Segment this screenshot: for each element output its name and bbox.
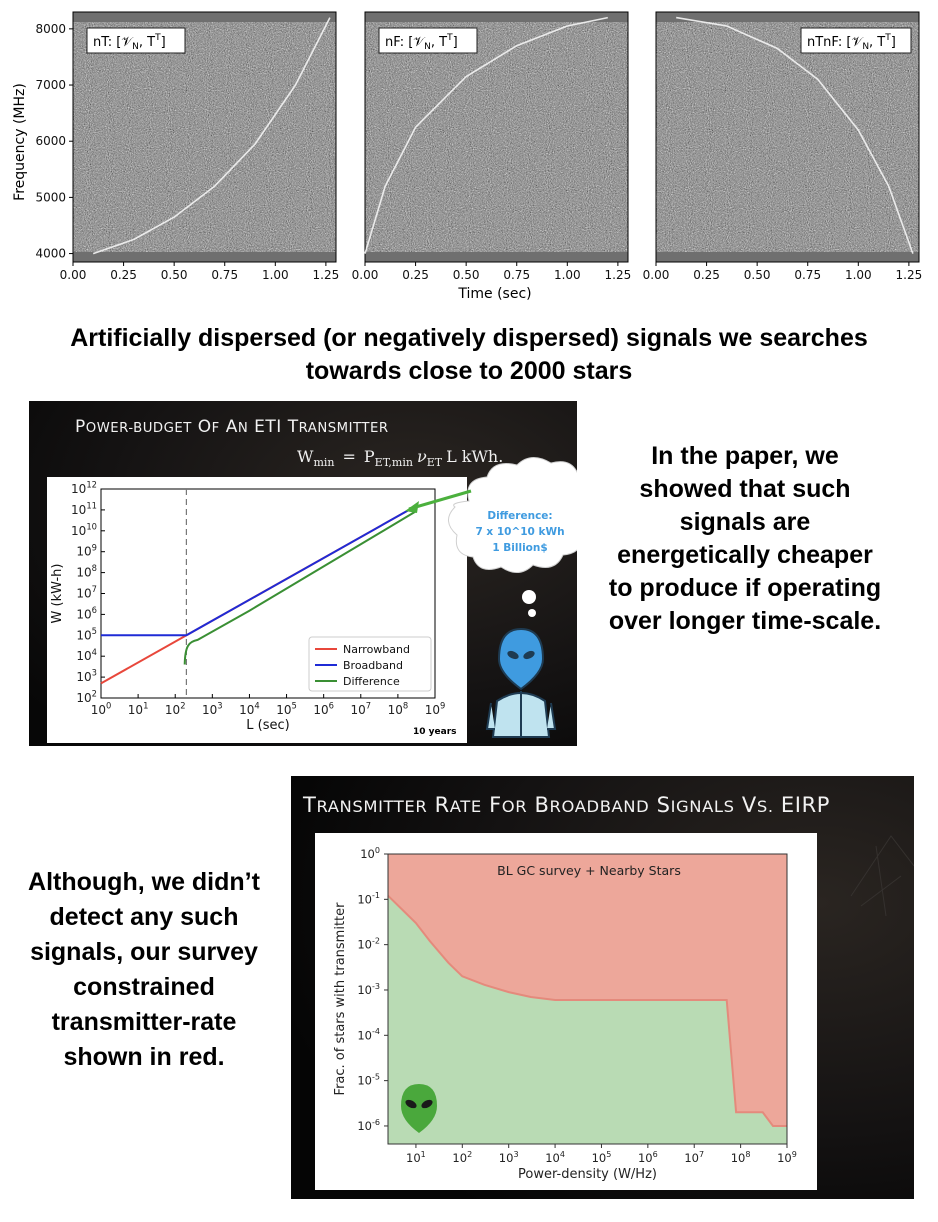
y-tick-label: $10^5$ (76, 625, 97, 643)
x-tick-label: 0.25 (402, 268, 429, 282)
y-tick-label: $10^{-6}$ (357, 1117, 380, 1133)
x-tick-label: $10^5$ (591, 1149, 612, 1165)
x-tick-label: 0.75 (794, 268, 822, 282)
x-tick-label: $10^4$ (545, 1149, 565, 1165)
y-tick-label: $10^{11}$ (71, 500, 97, 517)
x-axis-label: L (sec) (246, 718, 290, 733)
x-tick-label: 1.00 (844, 268, 872, 282)
caption-dispersed-signals: Artificially dispersed (or negatively dispersed) signals we searches towards close to 2000 stars (70, 324, 868, 385)
legend-label-narrowband: Narrowband (343, 643, 410, 656)
x-tick-label: $10^1$ (406, 1149, 426, 1165)
x-tick-label: 1.00 (553, 268, 581, 282)
x-tick-label: $10^4$ (239, 700, 260, 717)
x-tick-label: 0.00 (59, 268, 87, 282)
panel-nT (35, 12, 339, 282)
x-tick-label: 0.00 (642, 268, 670, 282)
x-tick-label: 1.25 (895, 268, 923, 282)
y-tick-label: 6000 (35, 134, 66, 149)
x-tick-label: $10^8$ (387, 700, 409, 717)
x-tick-label: $10^9$ (777, 1149, 797, 1165)
x-tick-label: $10^9$ (424, 700, 446, 717)
y-axis-label: Frequency (MHz) (12, 83, 28, 201)
panel-label: nTnF: [𝒱$_N$, $T^T$] (807, 33, 896, 52)
panel-nF (352, 12, 632, 282)
y-axis-label: W (kW-h) (50, 563, 65, 624)
x-tick-label: $10^7$ (350, 700, 372, 717)
x-tick-label: $10^0$ (90, 700, 112, 717)
svg-text:Wmin=PET,minνETL kWh.: $W_{min} = P_{ET,min}$ $\nu_{ET}$ L kWh. (297, 447, 504, 469)
x-tick-label: $10^8$ (730, 1149, 751, 1165)
noise-field (365, 22, 628, 252)
y-tick-label: $10^0$ (360, 845, 380, 861)
noise-field (73, 22, 336, 252)
y-tick-label: 8000 (35, 21, 66, 36)
x-tick-label: $10^6$ (637, 1149, 658, 1165)
y-axis-label: Frac. of stars with transmitter (333, 902, 348, 1096)
x-tick-label: 0.75 (503, 268, 531, 282)
y-tick-label: 5000 (35, 190, 66, 205)
x-axis-label: Power-density (W/Hz) (518, 1167, 657, 1182)
slide-title: POWER-BUDGET OF AN ETI TRANSMITTER (75, 417, 389, 437)
ten-years-note: 10 years (413, 727, 457, 737)
slide-title: TRANSMITTER RATE FOR BROADBAND SIGNALS VS. EIRP (303, 793, 831, 817)
y-tick-label: $10^3$ (76, 667, 97, 685)
x-tick-label: $10^5$ (276, 700, 297, 717)
x-tick-label: 0.00 (351, 268, 379, 282)
y-tick-label: $10^{-3}$ (357, 981, 380, 997)
x-tick-label: 1.00 (261, 268, 289, 282)
caption-survey-constraint: Although, we didn’t detect any such signals, our survey constrained transmitter-rate shown in red. (28, 868, 260, 1071)
y-tick-label: $10^{-4}$ (357, 1027, 380, 1043)
y-tick-label: 4000 (35, 246, 66, 261)
x-tick-label: 0.25 (110, 268, 137, 282)
x-tick-label: $10^6$ (313, 700, 334, 717)
x-tick-label: 0.75 (211, 268, 239, 282)
y-tick-label: $10^9$ (76, 542, 97, 559)
bubble-line-3: 1 Billion$ (492, 542, 548, 554)
x-axis-label: Time (sec) (458, 286, 532, 302)
panel-nTnF (643, 12, 923, 282)
y-tick-label: $10^4$ (76, 646, 97, 664)
y-tick-label: 7000 (35, 78, 66, 93)
x-tick-label: 0.25 (693, 268, 720, 282)
panel-label: nF: [𝒱$_N$, $T^T$] (385, 33, 458, 52)
y-tick-label: $10^7$ (76, 584, 97, 601)
y-tick-label: $10^{-2}$ (357, 936, 380, 952)
x-tick-label: $10^2$ (164, 700, 186, 717)
x-tick-label: 0.50 (452, 268, 480, 282)
legend-label-broadband: Broadband (343, 659, 403, 672)
dispersion-figure (0, 0, 938, 305)
x-tick-label: 1.25 (604, 268, 632, 282)
power-budget-slide (29, 401, 577, 746)
x-tick-label: $10^3$ (202, 700, 223, 717)
x-tick-label: 1.25 (312, 268, 340, 282)
y-tick-label: $10^{10}$ (71, 521, 97, 538)
y-tick-label: $10^{-1}$ (357, 891, 380, 907)
bubble-line-2: 7 x 10^10 kWh (475, 526, 565, 538)
y-tick-label: $10^2$ (76, 688, 97, 705)
caption-energetically-cheaper: In the paper, we showed that such signals are energetically cheaper to produce if operating over longer time-scale. (608, 442, 882, 635)
y-tick-label: $10^{-5}$ (357, 1072, 380, 1088)
y-tick-label: $10^{12}$ (71, 479, 97, 496)
x-tick-label: 0.50 (160, 268, 188, 282)
survey-annotation: BL GC survey + Nearby Stars (497, 863, 681, 878)
x-tick-label: 0.50 (743, 268, 771, 282)
panel-label: nT: [𝒱$_N$, $T^T$] (93, 33, 166, 52)
x-tick-label: $10^3$ (498, 1149, 519, 1165)
y-tick-label: $10^8$ (76, 563, 97, 580)
x-tick-label: $10^7$ (684, 1149, 705, 1165)
y-tick-label: $10^6$ (76, 605, 97, 622)
bubble-line-1: Difference: (487, 510, 553, 522)
x-tick-label: $10^1$ (127, 700, 149, 717)
legend-label-difference: Difference (343, 675, 400, 688)
transmitter-rate-slide (291, 776, 914, 1199)
x-tick-label: $10^2$ (452, 1149, 473, 1165)
